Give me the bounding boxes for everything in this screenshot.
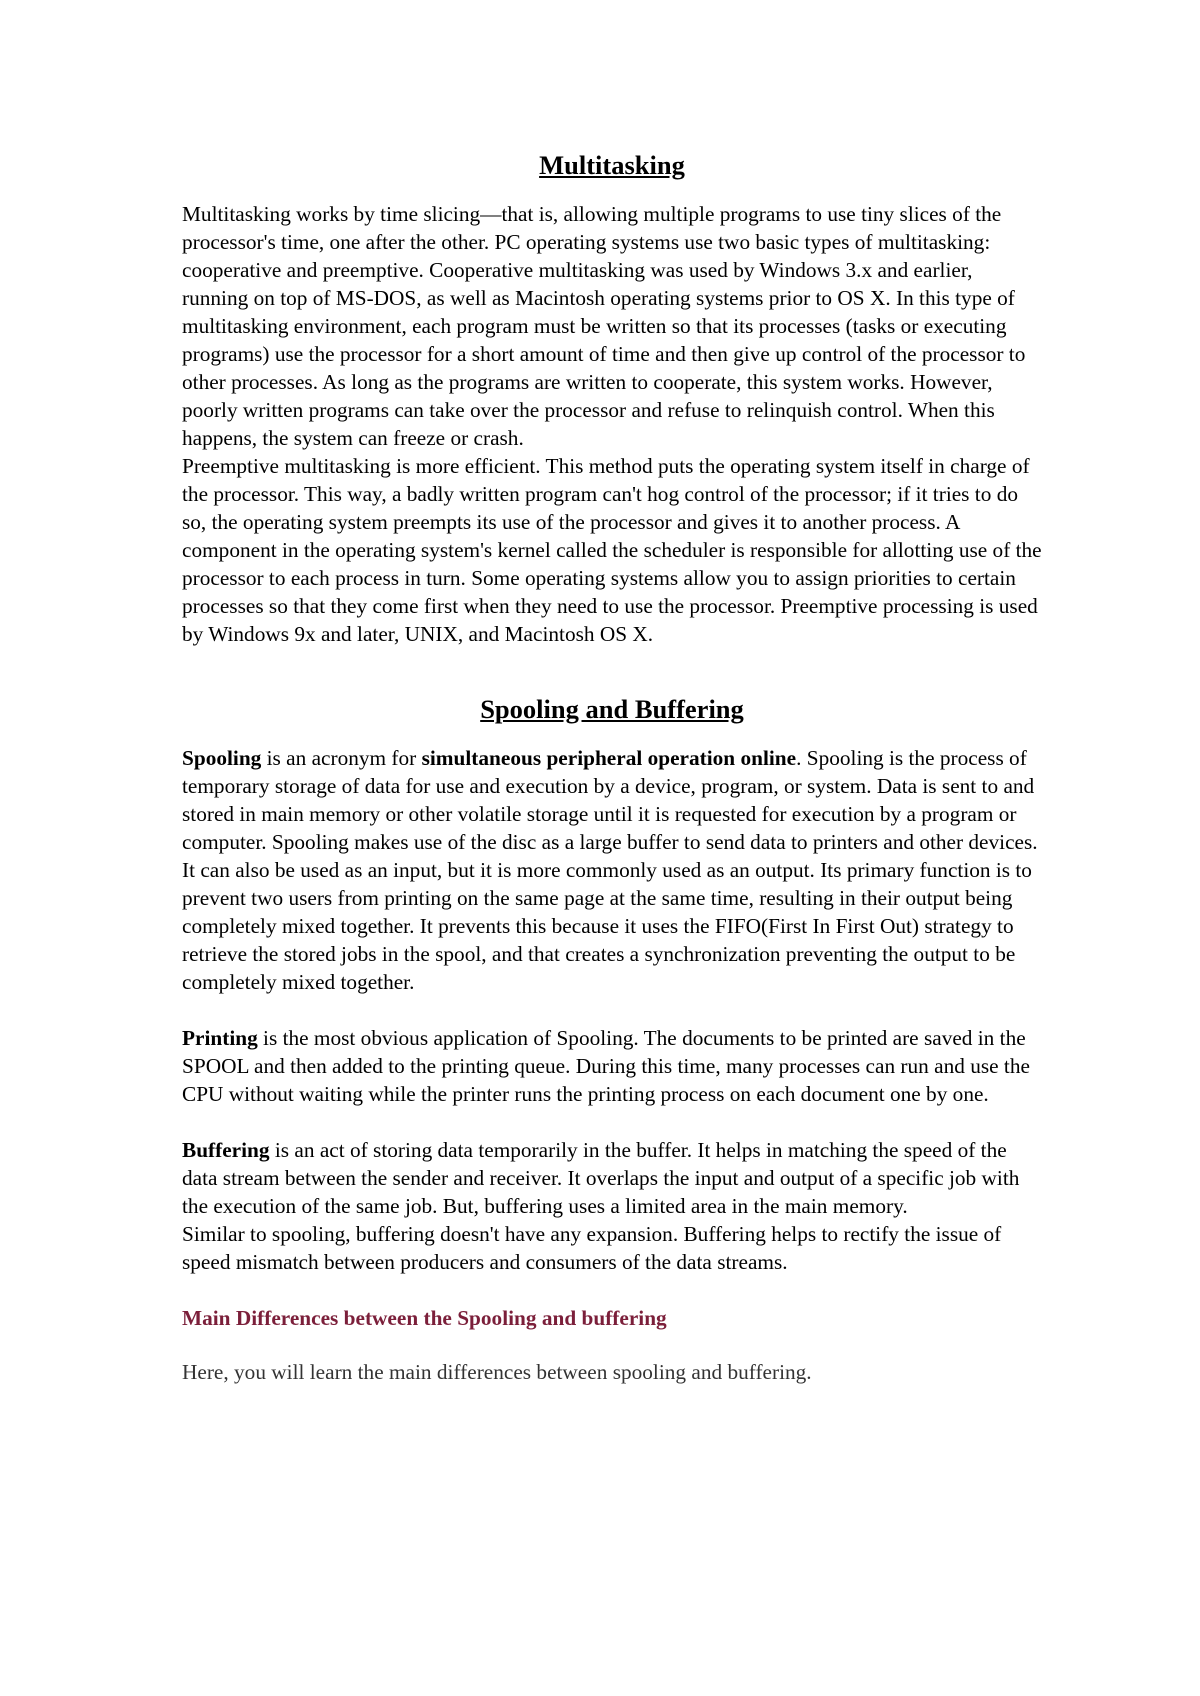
differences-heading: Main Differences between the Spooling and buffering [182,1306,667,1330]
spacer [182,1332,1042,1358]
multitasking-paragraph-1: Multitasking works by time slicing—that is, allowing multiple programs to use tiny slices of the processor's time, one after the other. PC operating systems use two basic types of multitasking: cooperative and preemptive. Cooperative multitasking was used by Windows 3.x and earlier, running on top of MS-DOS, as well as Macintosh operating systems prior to OS X. In this type of multitasking environment, each program must be written so that its processes (tasks or executing programs) use the processor for a short amount of time and then give up control of the processor to other processes. As long as the programs are written to cooperate, this system works. However, poorly written programs can take over the processor and refuse to relinquish control. When this happens, the system can freeze or crash. [182,202,1026,450]
printing-text: is the most obvious application of Spooling. The documents to be printed are saved in the SPOOL and then added to the printing queue. During this time, many processes can run and use the CPU without waiting while the printer runs the printing process on each document one by one. [182,1026,1030,1106]
buffering-text: is an act of storing data temporarily in the buffer. It helps in matching the speed of the data stream between the sender and receiver. It overlaps the input and output of a specific job with the execution of the same job. But, buffering uses a limited area in the main memory. [182,1138,1020,1218]
printing-paragraph [182,1024,1042,1108]
printing-term: Printing [182,1026,258,1050]
spooling-paragraph [182,744,1042,996]
spooling-text-a: is an acronym for [261,746,422,770]
spooling-expansion: simultaneous peripheral operation online [421,746,797,770]
differences-intro: Here, you will learn the main differences between spooling and buffering. [182,1360,812,1384]
spooling-term: Spooling [182,746,262,770]
buffering-paragraph-2: Similar to spooling, buffering doesn't have any expansion. Buffering helps to rectify the issue of speed mismatch between producers and consumers of the data streams. [182,1222,1002,1274]
spooling-buffering-title: Spooling and Buffering [480,694,744,724]
multitasking-paragraph-2: Preemptive multitasking is more efficient. This method puts the operating system itself in charge of the processor. This way, a badly written program can't hog control of the processor; if it tries to do so, the operating system preempts its use of the processor and gives it to another process. A component in the operating system's kernel called the scheduler is responsible for allotting use of the processor to each process in turn. Some operating systems allow you to assign priorities to certain processes so that they come first when they need to use the processor. Preemptive processing is used by Windows 9x and later, UNIX, and Macintosh OS X. [182,454,1042,646]
spacer [182,1276,1042,1304]
spacer [182,1108,1042,1136]
multitasking-title: Multitasking [539,150,685,180]
buffering-paragraph [182,1136,1042,1220]
spooling-text-b: . Spooling is the process of temporary storage of data for use and execution by a device, program, or system. Data is sent to and stored in main memory or other volatile storage until it is requested for execution by a program or computer. Spooling makes use of the disc as a large buffer to send data to printers and other devices. It can also be used as an input, but it is more commonly used as an output. Its primary function is to prevent two users from printing on the same page at the same time, resulting in their output being completely mixed together. It prevents this because it uses the FIFO(First In First Out) strategy to retrieve the stored jobs in the spool, and that creates a synchronization preventing the output to be completely mixed together. [182,746,1038,994]
document-body [182,148,1042,1386]
spacer [182,996,1042,1024]
buffering-term: Buffering [182,1138,270,1162]
